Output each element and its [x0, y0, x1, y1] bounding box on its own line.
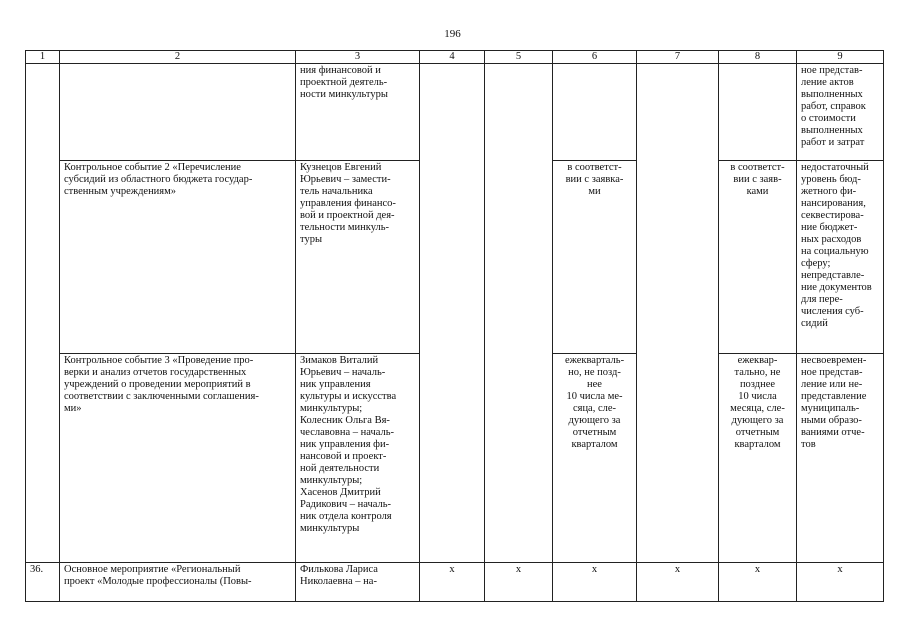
- value-cell: x: [797, 563, 884, 602]
- deadline-cell: ежекварталь- но, не позд- нее 10 числа ме- сяца, сле- дующего за отчетным кварталом: [553, 354, 637, 563]
- risk-cell: несвоевремен- ное представ- ление или не- представление муниципаль- ными образо- ваниями отче- тов: [797, 354, 884, 563]
- header-cell: 1: [26, 51, 60, 64]
- responsible-cell: Зимаков Виталий Юрьевич – началь- ник управления культуры и искусства минкультуры; Колесник Ольга Вя- чеславовна – началь- ник управления фи- нансовой и проект- ной деятельности минкультуры; Хасенов Дмитрий Радикович – началь- ник отдела контроля минкультуры: [296, 354, 420, 563]
- value-cell: x: [719, 563, 797, 602]
- page-number: 196: [444, 28, 461, 40]
- header-cell: 4: [420, 51, 485, 64]
- event-cell: Контрольное событие 2 «Перечисление субсидий из областного бюджета государ- ственным учреждениям»: [60, 161, 296, 354]
- header-cell: 9: [797, 51, 884, 64]
- deadline-cell: в соответст- вии с заяв- ками: [719, 161, 797, 354]
- table-row: [26, 64, 884, 161]
- event-cell: Контрольное событие 3 «Проведение про- верки и анализ отчетов государственных учреждений о проведении мероприятий в соответствии с заключенными соглашения- ми»: [60, 354, 296, 563]
- header-cell: 7: [637, 51, 719, 64]
- risk-cell: недостаточный уровень бюд- жетного фи- нансирования, секвестирова- ние бюджет- ных расходов на социальную сферу; непредставле- ние документов для пере- числения суб- сидий: [797, 161, 884, 354]
- header-cell: 3: [296, 51, 420, 64]
- header-cell: 2: [60, 51, 296, 64]
- event-cell: Основное мероприятие «Региональный проект «Молодые профессионалы (Повы-: [60, 563, 296, 602]
- empty-cell: [637, 64, 719, 563]
- deadline-cell: [553, 64, 637, 161]
- row-number-cell: 36.: [26, 563, 60, 602]
- event-cell: [60, 64, 296, 161]
- risk-cell: ное представ- ление актов выполненных работ, справок о стоимости выполненных работ и затрат: [797, 64, 884, 161]
- value-cell: x: [420, 563, 485, 602]
- value-cell: x: [485, 563, 553, 602]
- responsible-cell: Филькова Лариса Николаевна – на-: [296, 563, 420, 602]
- responsible-cell: Кузнецов Евгений Юрьевич – замести- тель начальника управления финансо- вой и проектной дея- тельности минкуль- туры: [296, 161, 420, 354]
- deadline-cell: [719, 64, 797, 161]
- row-number-cell: [26, 64, 60, 563]
- header-cell: 5: [485, 51, 553, 64]
- empty-cell: [420, 64, 485, 563]
- responsible-cell: ния финансовой и проектной деятель- ности минкультуры: [296, 64, 420, 161]
- table-row: [26, 563, 884, 602]
- header-cell: 6: [553, 51, 637, 64]
- empty-cell: [485, 64, 553, 563]
- value-cell: x: [553, 563, 637, 602]
- value-cell: x: [637, 563, 719, 602]
- deadline-cell: ежеквар- тально, не позднее 10 числа месяца, сле- дующего за отчетным кварталом: [719, 354, 797, 563]
- header-cell: 8: [719, 51, 797, 64]
- table-header-row: [26, 51, 884, 64]
- deadline-cell: в соответст- вии с заявка- ми: [553, 161, 637, 354]
- events-table: [25, 50, 884, 602]
